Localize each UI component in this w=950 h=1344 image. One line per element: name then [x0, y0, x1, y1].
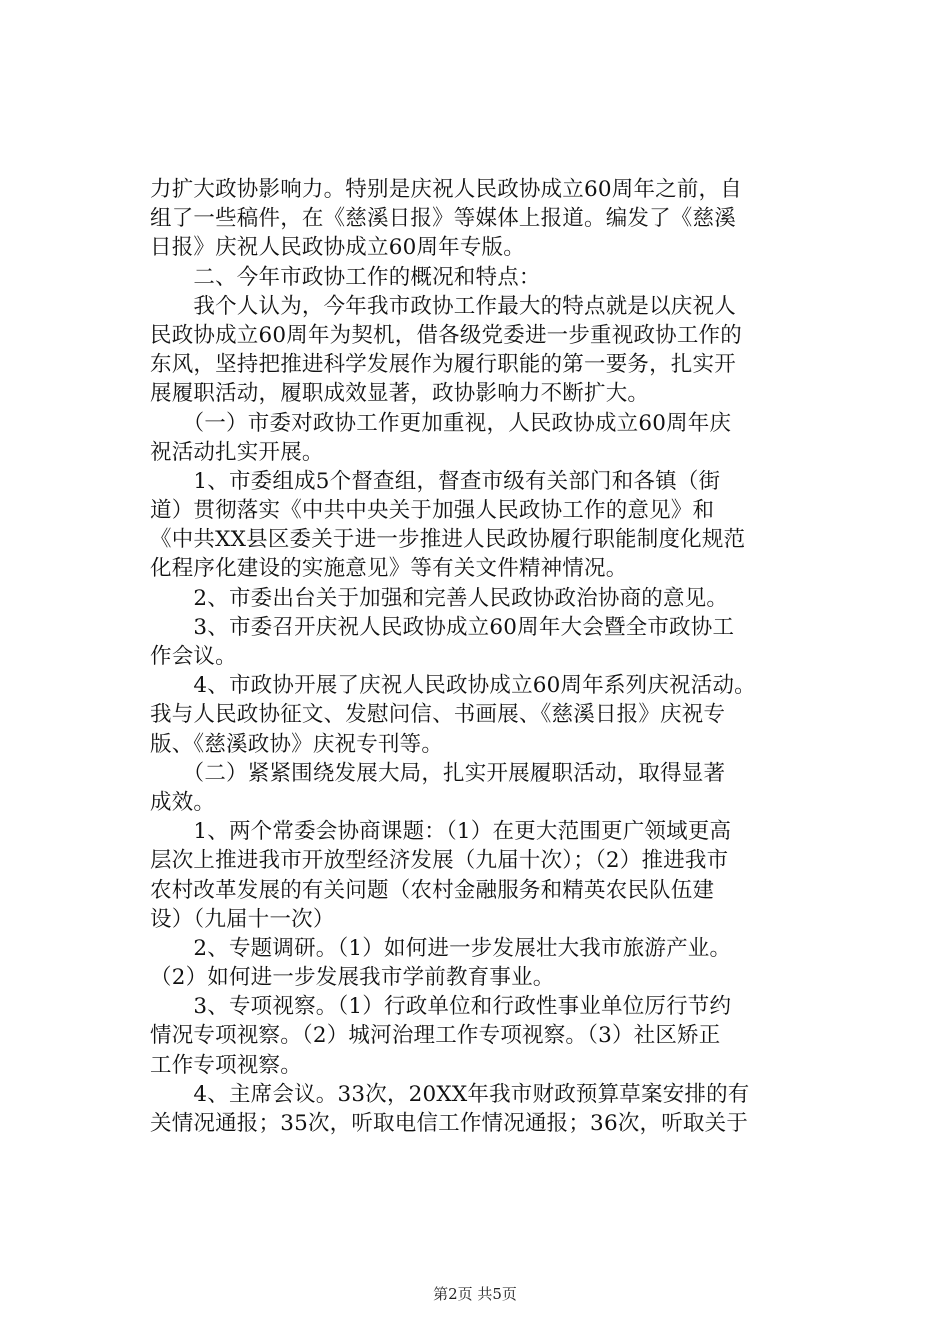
text-line: 2、市委出台关于加强和完善人民政协政治协商的意见。	[150, 585, 729, 611]
text-line: 我与人民政协征文、发慰问信、书画展、《慈溪日报》庆祝专	[150, 702, 726, 728]
text-line: 工作专项视察。	[150, 1052, 302, 1078]
text-line: 3、市委召开庆祝人民政协成立60周年大会暨全市政协工	[150, 614, 735, 640]
text-line: 展履职活动，履职成效显著，政协影响力不断扩大。	[150, 381, 650, 407]
text-line: 东风，坚持把推进科学发展作为履行职能的第一要务，扎实开	[150, 352, 736, 378]
text-line: 作会议。	[150, 644, 237, 669]
text-line: （二）紧紧围绕发展大局，扎实开展履职活动，取得显著	[150, 760, 726, 786]
text-line: 1、两个常委会协商课题：（1）在更大范围更广领域更高	[150, 819, 732, 845]
page-footer: 第2页 共5页	[433, 1285, 517, 1303]
text-line: 4、市政协开展了庆祝人民政协成立60周年系列庆祝活动。	[150, 673, 756, 699]
text-line: （2）如何进一步发展我市学前教育事业。	[150, 965, 555, 991]
text-line: 版、《慈溪政协》庆祝专刊等。	[150, 731, 444, 757]
text-line: 设）（九届十一次）	[150, 906, 335, 932]
text-line: 3、专项视察。（1）行政单位和行政性事业单位厉行节约	[150, 994, 732, 1020]
text-line: 化程序化建设的实施意见》等有关文件精神情况。	[150, 556, 628, 582]
text-line: 成效。	[150, 789, 216, 815]
text-line: 4、主席会议。33次，20XX年我市财政预算草案安排的有	[150, 1081, 750, 1107]
text-line: 层次上推进我市开放型经济发展（九届十次）；（2）推进我市	[150, 848, 729, 874]
text-line: 祝活动扎实开展。	[150, 439, 324, 465]
text-line: 日报》庆祝人民政协成立60周年专版。	[150, 235, 525, 261]
text-line: 组了一些稿件，在《慈溪日报》等媒体上报道。编发了《慈溪	[150, 206, 736, 232]
text-line: 二、今年市政协工作的概况和特点：	[150, 264, 541, 290]
document-body	[150, 175, 840, 1138]
text-line: 道）贯彻落实《中共中央关于加强人民政协工作的意见》和	[150, 498, 715, 524]
text-line: 农村改革发展的有关问题（农村金融服务和精英农民队伍建	[150, 877, 715, 903]
text-line: 2、专题调研。（1）如何进一步发展壮大我市旅游产业。	[150, 935, 732, 961]
text-line: 民政协成立60周年为契机，借各级党委进一步重视政协工作的	[150, 322, 742, 348]
text-line: 情况专项视察。（2）城河治理工作专项视察。（3）社区矫正	[150, 1023, 721, 1049]
text-line: （一）市委对政协工作更加重视，人民政协成立60周年庆	[150, 410, 732, 436]
text-line: 力扩大政协影响力。特别是庆祝人民政协成立60周年之前，自	[150, 177, 742, 202]
text-line: 1、市委组成5个督查组，督查市级有关部门和各镇（街	[150, 468, 721, 494]
text-line: 我个人认为，今年我市政协工作最大的特点就是以庆祝人	[150, 293, 736, 319]
text-line: 《中共XX县区委关于进一步推进人民政协履行职能制度化规范	[150, 527, 746, 553]
text-line: 关情况通报；35次，听取电信工作情况通报；36次，听取关于	[150, 1111, 749, 1136]
